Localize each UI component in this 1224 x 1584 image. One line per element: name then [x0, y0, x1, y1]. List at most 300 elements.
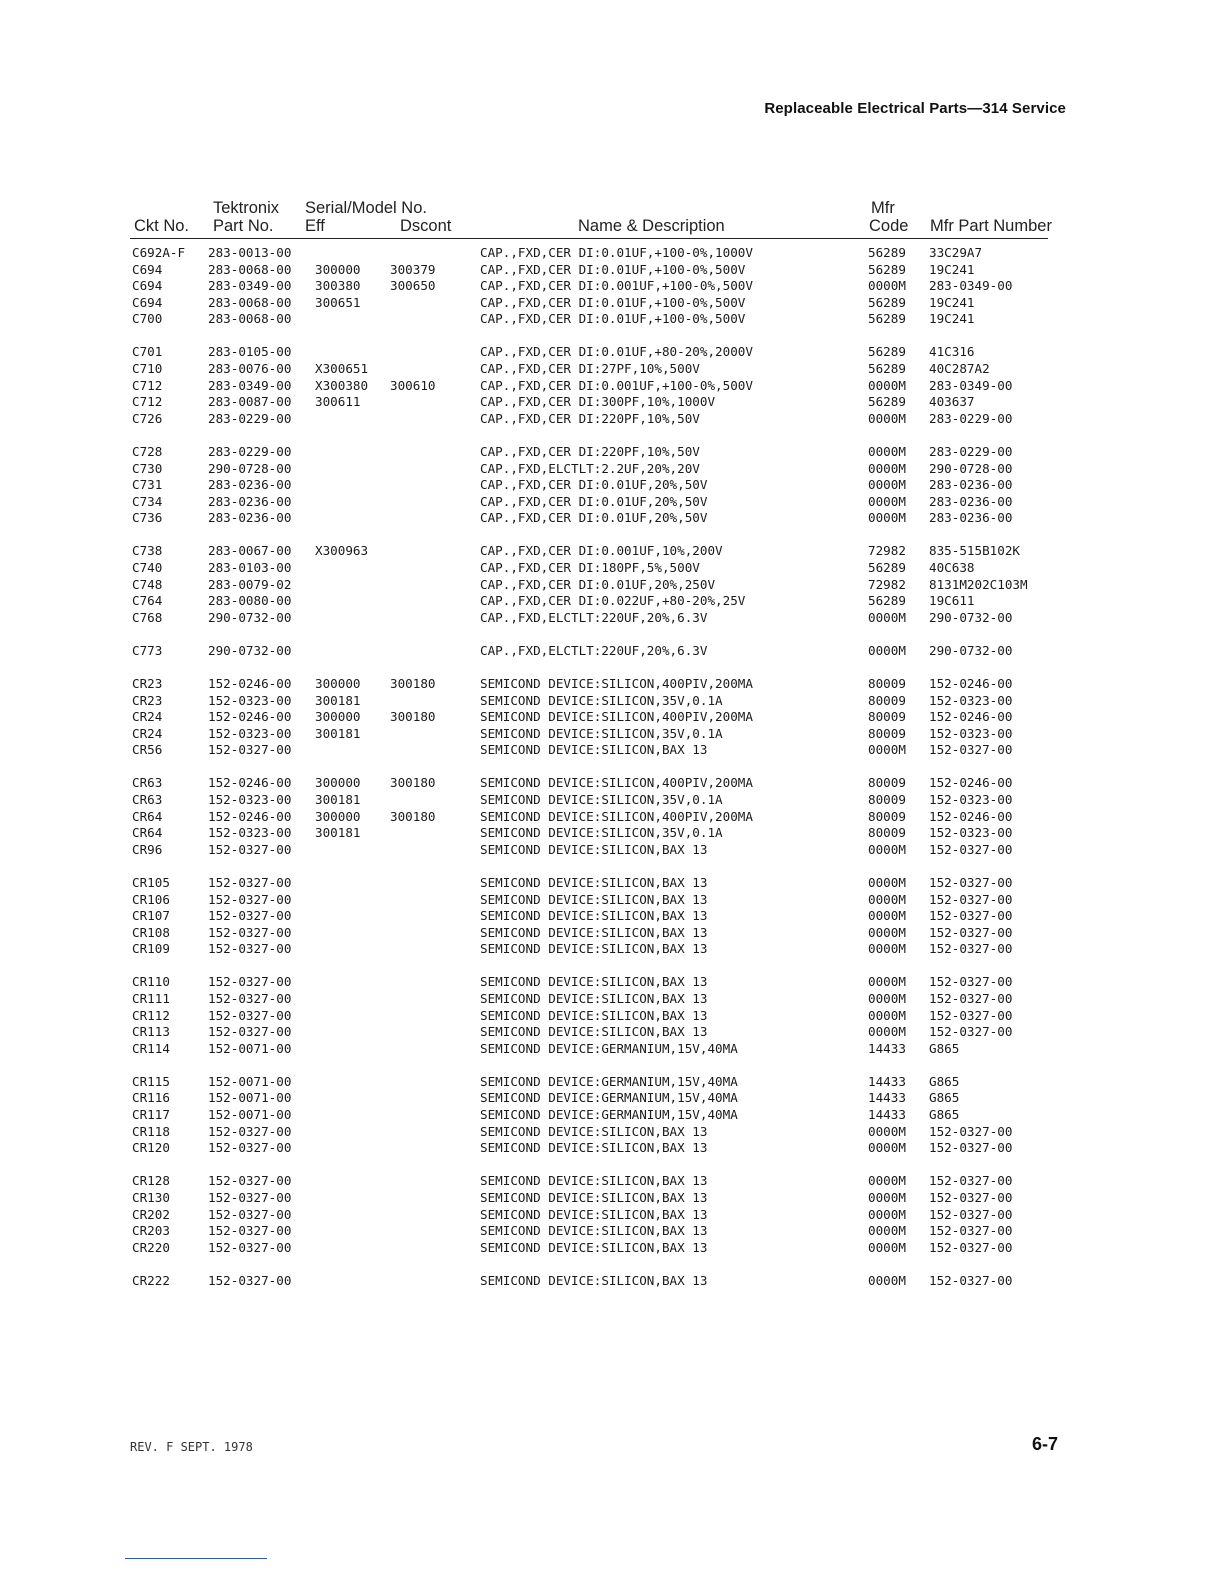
tek-part-no-cell: 152-0327-00: [208, 1140, 292, 1156]
name-description-cell: SEMICOND DEVICE:SILICON,BAX 13: [480, 990, 708, 1006]
row-group: [0, 1074, 1224, 1157]
mfr-code-cell: 56289: [868, 311, 906, 327]
mfr-code-cell: 14433: [868, 1090, 906, 1106]
mfr-part-number-cell: G865: [929, 1090, 960, 1106]
tek-part-no-cell: 152-0323-00: [208, 825, 292, 841]
mfr-code-cell: 0000M: [868, 609, 906, 625]
table-row: [0, 378, 1224, 395]
eff-serial-cell: 300181: [315, 725, 361, 741]
mfr-code-cell: 56289: [868, 560, 906, 575]
name-description-cell: CAP.,FXD,CER DI:220PF,10%,50V: [480, 443, 700, 459]
ckt-no-cell: C694: [132, 278, 163, 294]
mfr-code-cell: 0000M: [868, 493, 906, 509]
tek-part-no-cell: 152-0327-00: [208, 1239, 292, 1255]
table-row: [0, 941, 1224, 958]
mfr-part-number-cell: 152-0327-00: [929, 891, 1013, 907]
mfr-code-cell: 0000M: [868, 1189, 906, 1205]
mfr-part-number-cell: 283-0349-00: [929, 377, 1013, 393]
ckt-no-cell: CR202: [132, 1206, 170, 1222]
tek-part-no-cell: 152-0327-00: [208, 908, 292, 924]
mfr-code-cell: 0000M: [868, 1173, 906, 1189]
table-row: [0, 775, 1224, 792]
mfr-part-number-cell: 152-0327-00: [929, 1007, 1013, 1023]
eff-serial-cell: 300181: [315, 792, 361, 808]
table-row: [0, 477, 1224, 494]
mfr-part-number-cell: 152-0327-00: [929, 941, 1013, 957]
tek-part-no-cell: 152-0327-00: [208, 974, 292, 990]
dscont-serial-cell: 300180: [390, 808, 436, 824]
name-description-cell: SEMICOND DEVICE:GERMANIUM,15V,40MA: [480, 1090, 738, 1106]
table-row: [0, 1223, 1224, 1240]
ckt-no-cell: CR112: [132, 1007, 170, 1023]
tek-part-no-cell: 152-0327-00: [208, 1007, 292, 1023]
table-row: [0, 875, 1224, 892]
mfr-code-cell: 56289: [868, 344, 906, 360]
ckt-no-cell: CR128: [132, 1173, 170, 1189]
ckt-no-cell: CR23: [132, 675, 163, 691]
table-row: [0, 593, 1224, 610]
name-description-cell: SEMICOND DEVICE:SILICON,BAX 13: [480, 1189, 708, 1205]
mfr-part-number-cell: 152-0323-00: [929, 725, 1013, 741]
tek-part-no-cell: 290-0728-00: [208, 460, 292, 476]
dscont-serial-cell: 300610: [390, 377, 436, 393]
mfr-code-cell: 0000M: [868, 410, 906, 426]
name-description-cell: CAP.,FXD,CER DI:0.01UF,20%,250V: [480, 576, 716, 592]
tek-part-no-cell: 283-0236-00: [208, 510, 292, 526]
tek-part-no-cell: 152-0327-00: [208, 841, 292, 857]
mfr-code-cell: 0000M: [868, 874, 906, 890]
ckt-no-cell: CR114: [132, 1040, 170, 1056]
page-header-title: Replaceable Electrical Parts—314 Service: [764, 100, 1066, 117]
ckt-no-cell: C692A-F: [132, 245, 186, 260]
row-group: [0, 444, 1224, 527]
table-row: [0, 344, 1224, 361]
mfr-part-number-cell: 19C241: [929, 294, 975, 310]
name-description-cell: SEMICOND DEVICE:GERMANIUM,15V,40MA: [480, 1107, 738, 1123]
tek-part-no-cell: 290-0732-00: [208, 642, 292, 658]
row-group: [0, 1273, 1224, 1290]
name-description-cell: CAP.,FXD,CER DI:0.01UF,+100-0%,500V: [480, 294, 746, 310]
table-row: [0, 709, 1224, 726]
mfr-part-number-cell: 290-0732-00: [929, 642, 1013, 658]
table-row: [0, 1008, 1224, 1025]
eff-serial-cell: 300000: [315, 709, 361, 725]
mfr-part-number-cell: 40C287A2: [929, 361, 990, 377]
ckt-no-cell: C736: [132, 510, 163, 526]
parts-table: [0, 245, 1224, 1306]
table-row: [0, 925, 1224, 942]
mfr-code-cell: 80009: [868, 775, 906, 791]
ckt-no-cell: CR111: [132, 990, 170, 1006]
mfr-code-cell: 0000M: [868, 1223, 906, 1239]
column-header-dscont: Dscont: [400, 217, 452, 235]
mfr-part-number-cell: G865: [929, 1073, 960, 1089]
mfr-code-cell: 0000M: [868, 1123, 906, 1139]
table-row: [0, 444, 1224, 461]
ckt-no-cell: CR116: [132, 1090, 170, 1106]
ckt-no-cell: CR118: [132, 1123, 170, 1139]
tek-part-no-cell: 152-0071-00: [208, 1040, 292, 1056]
table-row: [0, 411, 1224, 428]
name-description-cell: CAP.,FXD,CER DI:0.01UF,20%,50V: [480, 493, 708, 509]
mfr-part-number-cell: 152-0327-00: [929, 841, 1013, 857]
column-header-name-description: Name & Description: [578, 217, 725, 235]
eff-serial-cell: 300000: [315, 775, 361, 791]
mfr-part-number-cell: 152-0327-00: [929, 1272, 1013, 1288]
table-row: [0, 295, 1224, 312]
mfr-part-number-cell: 33C29A7: [929, 245, 983, 260]
mfr-part-number-cell: 152-0327-00: [929, 908, 1013, 924]
name-description-cell: CAP.,FXD,CER DI:0.001UF,+100-0%,500V: [480, 278, 753, 294]
column-header-tektronix: Tektronix: [213, 199, 280, 217]
ckt-no-cell: C694: [132, 261, 163, 277]
mfr-part-number-cell: 152-0323-00: [929, 692, 1013, 708]
ckt-no-cell: CR106: [132, 891, 170, 907]
mfr-code-cell: 56289: [868, 294, 906, 310]
mfr-code-cell: 0000M: [868, 477, 906, 493]
name-description-cell: SEMICOND DEVICE:SILICON,BAX 13: [480, 908, 708, 924]
mfr-part-number-cell: G865: [929, 1040, 960, 1056]
table-row: [0, 892, 1224, 909]
mfr-part-number-cell: 8131M202C103M: [929, 576, 1028, 592]
name-description-cell: SEMICOND DEVICE:SILICON,35V,0.1A: [480, 792, 723, 808]
ckt-no-cell: CR130: [132, 1189, 170, 1205]
tek-part-no-cell: 283-0067-00: [208, 543, 292, 559]
ckt-no-cell: C740: [132, 560, 163, 575]
mfr-part-number-cell: 152-0327-00: [929, 1123, 1013, 1139]
mfr-part-number-cell: 152-0327-00: [929, 874, 1013, 890]
mfr-code-cell: 80009: [868, 709, 906, 725]
column-header-mfr-part-number: Mfr Part Number: [930, 217, 1052, 235]
mfr-part-number-cell: 152-0327-00: [929, 974, 1013, 990]
column-header-ckt-no: Ckt No.: [134, 217, 190, 235]
table-row: [0, 1190, 1224, 1207]
table-row: [0, 560, 1224, 577]
tek-part-no-cell: 152-0327-00: [208, 1223, 292, 1239]
ckt-no-cell: CR113: [132, 1024, 170, 1040]
name-description-cell: SEMICOND DEVICE:SILICON,BAX 13: [480, 941, 708, 957]
bottom-rule: [125, 1558, 267, 1559]
table-row: [0, 974, 1224, 991]
table-row: [0, 394, 1224, 411]
mfr-part-number-cell: 152-0327-00: [929, 1223, 1013, 1239]
name-description-cell: CAP.,FXD,ELCTLT:220UF,20%,6.3V: [480, 642, 708, 658]
name-description-cell: SEMICOND DEVICE:SILICON,BAX 13: [480, 1206, 708, 1222]
mfr-part-number-cell: 290-0728-00: [929, 460, 1013, 476]
eff-serial-cell: X300380: [315, 377, 369, 393]
ckt-no-cell: C738: [132, 543, 163, 559]
mfr-code-cell: 0000M: [868, 1024, 906, 1040]
mfr-code-cell: 56289: [868, 245, 906, 260]
mfr-code-cell: 56289: [868, 593, 906, 609]
mfr-code-cell: 80009: [868, 675, 906, 691]
table-row: [0, 792, 1224, 809]
row-group: [0, 775, 1224, 858]
name-description-cell: CAP.,FXD,CER DI:0.001UF,10%,200V: [480, 543, 723, 559]
ckt-no-cell: CR222: [132, 1272, 170, 1288]
row-group: [0, 974, 1224, 1057]
mfr-part-number-cell: 19C241: [929, 311, 975, 327]
column-header-serial-model: Serial/Model No.: [305, 199, 427, 217]
tek-part-no-cell: 152-0327-00: [208, 742, 292, 758]
mfr-part-number-cell: 19C241: [929, 261, 975, 277]
tek-part-no-cell: 283-0229-00: [208, 443, 292, 459]
name-description-cell: SEMICOND DEVICE:GERMANIUM,15V,40MA: [480, 1040, 738, 1056]
ckt-no-cell: C728: [132, 443, 163, 459]
name-description-cell: CAP.,FXD,CER DI:300PF,10%,1000V: [480, 394, 716, 410]
mfr-part-number-cell: 152-0327-00: [929, 1173, 1013, 1189]
table-row: [0, 809, 1224, 826]
name-description-cell: CAP.,FXD,CER DI:0.01UF,+100-0%,500V: [480, 311, 746, 327]
mfr-code-cell: 0000M: [868, 1140, 906, 1156]
mfr-code-cell: 72982: [868, 543, 906, 559]
mfr-code-cell: 0000M: [868, 1272, 906, 1288]
ckt-no-cell: C712: [132, 377, 163, 393]
name-description-cell: CAP.,FXD,CER DI:0.022UF,+80-20%,25V: [480, 593, 746, 609]
name-description-cell: SEMICOND DEVICE:SILICON,BAX 13: [480, 924, 708, 940]
mfr-code-cell: 0000M: [868, 443, 906, 459]
name-description-cell: CAP.,FXD,CER DI:180PF,5%,500V: [480, 560, 700, 575]
mfr-code-cell: 80009: [868, 725, 906, 741]
eff-serial-cell: 300000: [315, 261, 361, 277]
name-description-cell: CAP.,FXD,ELCTLT:2.2UF,20%,20V: [480, 460, 700, 476]
mfr-code-cell: 56289: [868, 394, 906, 410]
ckt-no-cell: C712: [132, 394, 163, 410]
tek-part-no-cell: 152-0327-00: [208, 1024, 292, 1040]
dscont-serial-cell: 300180: [390, 775, 436, 791]
table-row: [0, 991, 1224, 1008]
ckt-no-cell: CR120: [132, 1140, 170, 1156]
ckt-no-cell: CR24: [132, 709, 163, 725]
tek-part-no-cell: 152-0327-00: [208, 1123, 292, 1139]
mfr-part-number-cell: 152-0327-00: [929, 742, 1013, 758]
tek-part-no-cell: 152-0323-00: [208, 792, 292, 808]
tek-part-no-cell: 152-0327-00: [208, 1173, 292, 1189]
ckt-no-cell: CR203: [132, 1223, 170, 1239]
table-row: [0, 1041, 1224, 1058]
ckt-no-cell: CR110: [132, 974, 170, 990]
mfr-code-cell: 0000M: [868, 1239, 906, 1255]
tek-part-no-cell: 283-0068-00: [208, 311, 292, 327]
table-row: [0, 908, 1224, 925]
table-row: [0, 1173, 1224, 1190]
tek-part-no-cell: 152-0327-00: [208, 1189, 292, 1205]
mfr-part-number-cell: 283-0236-00: [929, 493, 1013, 509]
tek-part-no-cell: 152-0327-00: [208, 1206, 292, 1222]
tek-part-no-cell: 152-0327-00: [208, 924, 292, 940]
tek-part-no-cell: 283-0349-00: [208, 377, 292, 393]
ckt-no-cell: CR63: [132, 775, 163, 791]
table-row: [0, 461, 1224, 478]
name-description-cell: CAP.,FXD,ELCTLT:220UF,20%,6.3V: [480, 609, 708, 625]
name-description-cell: SEMICOND DEVICE:SILICON,400PIV,200MA: [480, 675, 753, 691]
tek-part-no-cell: 152-0327-00: [208, 990, 292, 1006]
name-description-cell: SEMICOND DEVICE:SILICON,BAX 13: [480, 874, 708, 890]
ckt-no-cell: C701: [132, 344, 163, 360]
mfr-part-number-cell: 152-0323-00: [929, 792, 1013, 808]
eff-serial-cell: X300651: [315, 361, 369, 377]
eff-serial-cell: 300181: [315, 825, 361, 841]
mfr-code-cell: 56289: [868, 361, 906, 377]
row-group: [0, 344, 1224, 427]
ckt-no-cell: C700: [132, 311, 163, 327]
mfr-code-cell: 80009: [868, 792, 906, 808]
mfr-code-cell: 14433: [868, 1073, 906, 1089]
table-row: [0, 1240, 1224, 1257]
ckt-no-cell: C710: [132, 361, 163, 377]
tek-part-no-cell: 152-0246-00: [208, 675, 292, 691]
mfr-code-cell: 0000M: [868, 278, 906, 294]
table-row: [0, 1273, 1224, 1290]
name-description-cell: SEMICOND DEVICE:SILICON,BAX 13: [480, 1223, 708, 1239]
ckt-no-cell: C764: [132, 593, 163, 609]
table-row: [0, 643, 1224, 660]
name-description-cell: SEMICOND DEVICE:SILICON,BAX 13: [480, 742, 708, 758]
ckt-no-cell: CR117: [132, 1107, 170, 1123]
mfr-part-number-cell: 19C611: [929, 593, 975, 609]
mfr-part-number-cell: 283-0229-00: [929, 410, 1013, 426]
table-row: [0, 543, 1224, 560]
dscont-serial-cell: 300180: [390, 709, 436, 725]
name-description-cell: SEMICOND DEVICE:SILICON,BAX 13: [480, 1173, 708, 1189]
table-row: [0, 245, 1224, 262]
mfr-part-number-cell: 403637: [929, 394, 975, 410]
mfr-code-cell: 14433: [868, 1107, 906, 1123]
name-description-cell: SEMICOND DEVICE:SILICON,400PIV,200MA: [480, 775, 753, 791]
name-description-cell: CAP.,FXD,CER DI:220PF,10%,50V: [480, 410, 700, 426]
name-description-cell: CAP.,FXD,CER DI:27PF,10%,500V: [480, 361, 700, 377]
row-group: [0, 676, 1224, 759]
tek-part-no-cell: 283-0076-00: [208, 361, 292, 377]
ckt-no-cell: CR115: [132, 1073, 170, 1089]
table-row: [0, 742, 1224, 759]
name-description-cell: SEMICOND DEVICE:SILICON,400PIV,200MA: [480, 709, 753, 725]
column-header-part-no: Part No.: [213, 217, 274, 235]
tek-part-no-cell: 283-0080-00: [208, 593, 292, 609]
mfr-part-number-cell: 835-515B102K: [929, 543, 1020, 559]
mfr-part-number-cell: 152-0246-00: [929, 709, 1013, 725]
ckt-no-cell: CR108: [132, 924, 170, 940]
mfr-code-cell: 0000M: [868, 1206, 906, 1222]
mfr-part-number-cell: 283-0229-00: [929, 443, 1013, 459]
tek-part-no-cell: 152-0246-00: [208, 808, 292, 824]
ckt-no-cell: CR64: [132, 825, 163, 841]
tek-part-no-cell: 152-0071-00: [208, 1073, 292, 1089]
mfr-code-cell: 0000M: [868, 642, 906, 658]
tek-part-no-cell: 152-0327-00: [208, 874, 292, 890]
ckt-no-cell: CR109: [132, 941, 170, 957]
row-group: [0, 1173, 1224, 1256]
row-group: [0, 643, 1224, 660]
mfr-part-number-cell: 152-0323-00: [929, 825, 1013, 841]
mfr-code-cell: 0000M: [868, 377, 906, 393]
eff-serial-cell: 300611: [315, 394, 361, 410]
dscont-serial-cell: 300180: [390, 675, 436, 691]
name-description-cell: CAP.,FXD,CER DI:0.01UF,+80-20%,2000V: [480, 344, 753, 360]
mfr-code-cell: 80009: [868, 692, 906, 708]
tek-part-no-cell: 283-0103-00: [208, 560, 292, 575]
mfr-code-cell: 0000M: [868, 974, 906, 990]
mfr-code-cell: 0000M: [868, 460, 906, 476]
name-description-cell: SEMICOND DEVICE:SILICON,BAX 13: [480, 891, 708, 907]
mfr-code-cell: 80009: [868, 825, 906, 841]
tek-part-no-cell: 152-0246-00: [208, 775, 292, 791]
table-row: [0, 610, 1224, 627]
table-row: [0, 1090, 1224, 1107]
ckt-no-cell: CR56: [132, 742, 163, 758]
mfr-part-number-cell: 40C638: [929, 560, 975, 575]
ckt-no-cell: C726: [132, 410, 163, 426]
name-description-cell: CAP.,FXD,CER DI:0.001UF,+100-0%,500V: [480, 377, 753, 393]
name-description-cell: SEMICOND DEVICE:SILICON,35V,0.1A: [480, 725, 723, 741]
ckt-no-cell: C734: [132, 493, 163, 509]
tek-part-no-cell: 152-0323-00: [208, 692, 292, 708]
dscont-serial-cell: 300379: [390, 261, 436, 277]
table-row: [0, 311, 1224, 328]
ckt-no-cell: CR24: [132, 725, 163, 741]
eff-serial-cell: 300000: [315, 675, 361, 691]
mfr-code-cell: 0000M: [868, 891, 906, 907]
ckt-no-cell: CR107: [132, 908, 170, 924]
table-row: [0, 494, 1224, 511]
tek-part-no-cell: 152-0323-00: [208, 725, 292, 741]
tek-part-no-cell: 152-0071-00: [208, 1090, 292, 1106]
name-description-cell: SEMICOND DEVICE:SILICON,BAX 13: [480, 1007, 708, 1023]
table-row: [0, 842, 1224, 859]
name-description-cell: SEMICOND DEVICE:SILICON,BAX 13: [480, 1123, 708, 1139]
table-row: [0, 577, 1224, 594]
mfr-part-number-cell: 283-0349-00: [929, 278, 1013, 294]
ckt-no-cell: C694: [132, 294, 163, 310]
table-row: [0, 510, 1224, 527]
tek-part-no-cell: 283-0068-00: [208, 294, 292, 310]
tek-part-no-cell: 152-0246-00: [208, 709, 292, 725]
table-row: [0, 1107, 1224, 1124]
mfr-code-cell: 0000M: [868, 908, 906, 924]
mfr-part-number-cell: 41C316: [929, 344, 975, 360]
name-description-cell: SEMICOND DEVICE:SILICON,BAX 13: [480, 974, 708, 990]
table-row: [0, 693, 1224, 710]
name-description-cell: SEMICOND DEVICE:SILICON,BAX 13: [480, 1272, 708, 1288]
name-description-cell: CAP.,FXD,CER DI:0.01UF,20%,50V: [480, 510, 708, 526]
row-group: [0, 245, 1224, 328]
mfr-part-number-cell: 152-0327-00: [929, 1239, 1013, 1255]
name-description-cell: SEMICOND DEVICE:SILICON,35V,0.1A: [480, 692, 723, 708]
table-row: [0, 1124, 1224, 1141]
tek-part-no-cell: 283-0236-00: [208, 477, 292, 493]
name-description-cell: CAP.,FXD,CER DI:0.01UF,+100-0%,1000V: [480, 245, 753, 260]
name-description-cell: SEMICOND DEVICE:SILICON,BAX 13: [480, 841, 708, 857]
ckt-no-cell: CR64: [132, 808, 163, 824]
table-row: [0, 1140, 1224, 1157]
mfr-part-number-cell: G865: [929, 1107, 960, 1123]
mfr-part-number-cell: 152-0246-00: [929, 775, 1013, 791]
tek-part-no-cell: 283-0105-00: [208, 344, 292, 360]
tek-part-no-cell: 152-0327-00: [208, 1272, 292, 1288]
tek-part-no-cell: 152-0071-00: [208, 1107, 292, 1123]
tek-part-no-cell: 152-0327-00: [208, 891, 292, 907]
name-description-cell: SEMICOND DEVICE:SILICON,400PIV,200MA: [480, 808, 753, 824]
table-row: [0, 1024, 1224, 1041]
tek-part-no-cell: 283-0087-00: [208, 394, 292, 410]
eff-serial-cell: 300181: [315, 692, 361, 708]
name-description-cell: CAP.,FXD,CER DI:0.01UF,+100-0%,500V: [480, 261, 746, 277]
mfr-part-number-cell: 152-0327-00: [929, 1206, 1013, 1222]
eff-serial-cell: 300651: [315, 294, 361, 310]
mfr-part-number-cell: 152-0327-00: [929, 924, 1013, 940]
name-description-cell: SEMICOND DEVICE:SILICON,BAX 13: [480, 1239, 708, 1255]
mfr-code-cell: 0000M: [868, 1007, 906, 1023]
